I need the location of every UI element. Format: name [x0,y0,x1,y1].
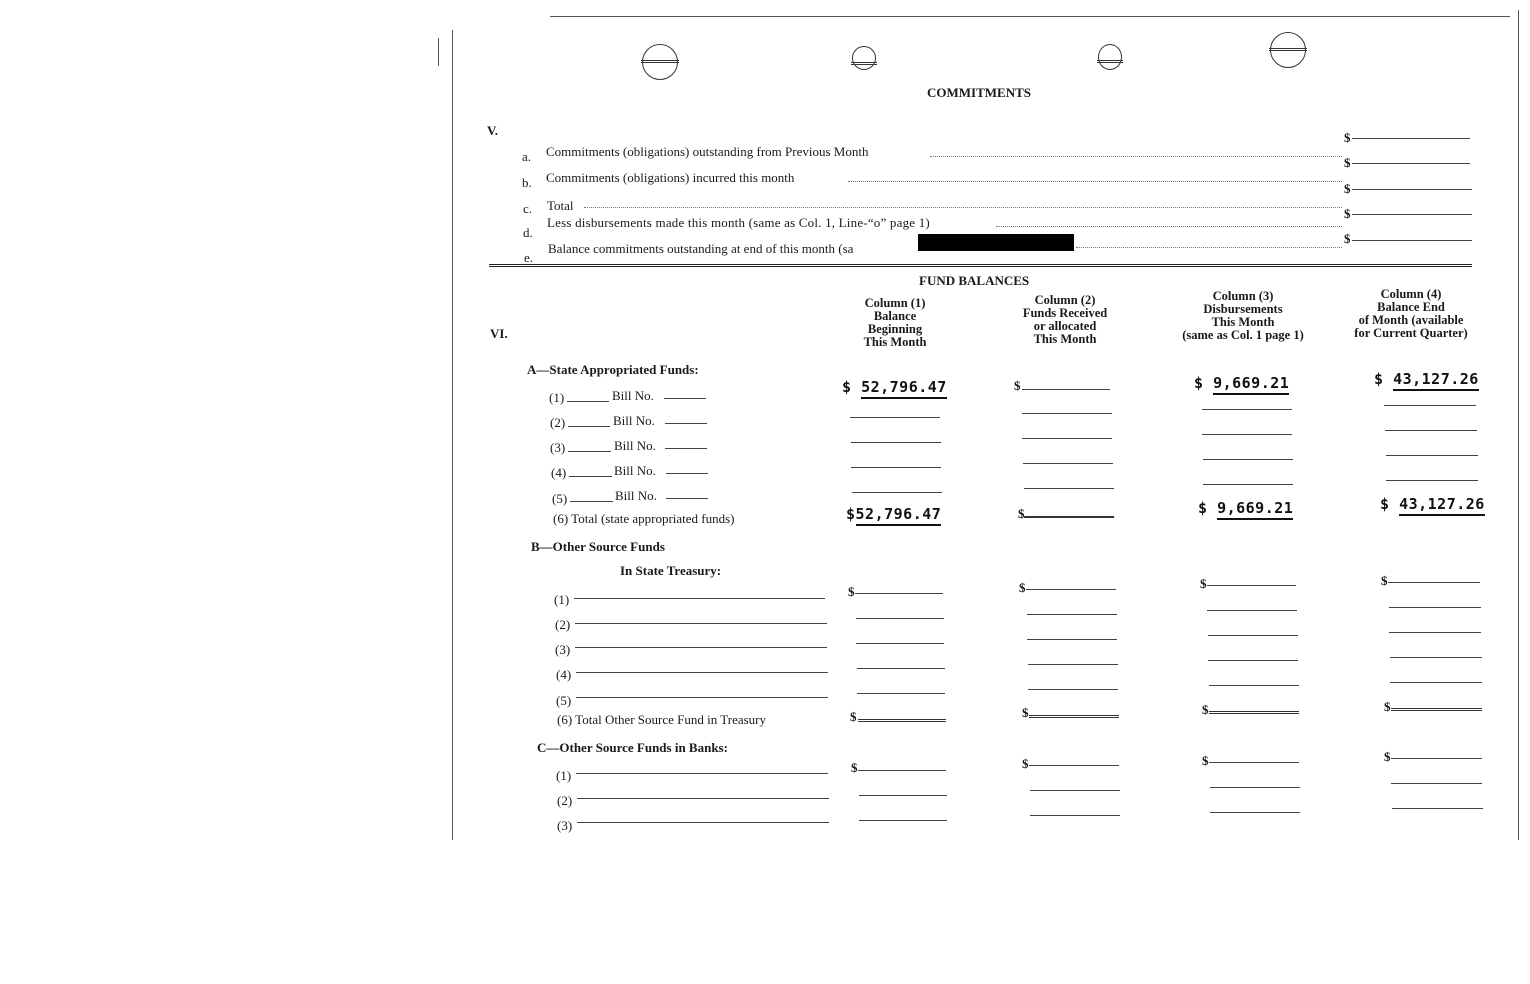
leader-dots [584,207,1342,208]
bill-row-num: (1) [549,390,565,405]
bill-no-blank[interactable] [665,448,707,449]
col3-blank[interactable] [1202,409,1292,410]
col2-blank[interactable] [1030,815,1120,816]
bill-no-blank[interactable] [665,423,707,424]
left-margin-bracket [438,38,439,66]
col1-total-value: $52,796.47 [846,505,941,523]
dollar-sign: $ [848,584,855,599]
col4-blank[interactable] [1384,405,1476,406]
col1-blank[interactable] [855,593,943,594]
col1-blank[interactable] [856,643,944,644]
column-1-heading [825,297,965,349]
commitment-letter-d: d. [523,225,533,240]
col2-blank[interactable] [1026,589,1116,590]
col2-blank[interactable] [1028,664,1118,665]
col3-row1-value: $ 9,669.21 [1194,374,1289,392]
column-heading-line: Column (2) [1034,293,1096,307]
col2-blank[interactable] [1022,438,1112,439]
bill-no-label: Bill No. [614,463,656,478]
col4-blank[interactable] [1388,582,1480,583]
col2-blank[interactable] [1023,463,1113,464]
column-heading-line: Disbursements [1203,302,1283,316]
col3-blank[interactable] [1207,585,1296,586]
commitment-label-a: Commitments (obligations) outstanding from Previous Month [546,144,869,159]
leader-dots [1076,247,1342,248]
column-heading-line: Column (3) [1212,289,1274,303]
col1-blank[interactable] [852,492,942,493]
col4-total-blank[interactable] [1391,708,1482,711]
col3-blank[interactable] [1203,459,1293,460]
column-heading-line: Column (4) [1380,287,1442,301]
column-heading-line: Balance [873,309,917,323]
bill-no-blank[interactable] [666,473,708,474]
bill-row-num: (2) [550,415,566,430]
col1-blank[interactable] [856,618,944,619]
top-edge-line [550,16,1510,17]
bill-row-num: (3) [550,440,566,455]
col1-blank[interactable] [858,770,946,771]
commitment-letter-b: b. [522,175,532,190]
bill-no-label: Bill No. [615,488,657,503]
amount-blank-b[interactable] [1352,163,1470,164]
amount-blank-c[interactable] [1352,189,1472,190]
col2-total-blank[interactable] [1024,516,1114,518]
dollar-sign: $ [1202,702,1209,717]
column-2-heading [995,294,1135,346]
section-vi-number: VI. [490,326,508,341]
leader-dots [930,156,1342,157]
dollar-sign: $ [1381,573,1388,588]
bank-row-blank[interactable] [576,773,828,774]
treasury-row-num: (3) [555,642,571,657]
leader-dots [848,181,1342,182]
amount-blank-d[interactable] [1352,214,1472,215]
col4-blank[interactable] [1385,430,1477,431]
commitment-letter-c: c. [523,201,533,216]
col2-blank[interactable] [1029,765,1119,766]
dollar-sign: $ [1022,705,1029,720]
col3-blank[interactable] [1202,434,1292,435]
col3-blank[interactable] [1210,812,1300,813]
col1-total-blank[interactable] [858,719,946,722]
section-v-number: V. [487,123,498,138]
dollar-sign: $ [1018,506,1025,521]
col3-blank[interactable] [1208,635,1298,636]
bill-row-num: (4) [551,465,567,480]
treasury-row-num: (5) [556,693,572,708]
col2-blank[interactable] [1030,790,1120,791]
col1-blank[interactable] [857,693,945,694]
col3-blank[interactable] [1203,484,1293,485]
dollar-sign: $ [1200,576,1207,591]
section-b-total-label: (6) Total Other Source Fund in Treasury [557,712,766,727]
treasury-row-num: (4) [556,667,572,682]
col1-blank[interactable] [850,417,940,418]
bill-row-blank[interactable] [569,476,612,477]
column-heading-line: This Month [863,335,927,349]
column-heading-line: Balance End [1377,300,1445,314]
leader-dots [996,226,1342,227]
column-heading-line: This Month [1211,315,1275,329]
column-heading-line: This Month [1033,332,1097,346]
bank-row-blank[interactable] [577,798,829,799]
bill-no-label: Bill No. [614,438,656,453]
column-3-heading [1165,290,1321,342]
col4-blank[interactable] [1392,808,1483,809]
dollar-sign: $ [850,709,857,724]
treasury-row-blank[interactable] [574,598,825,599]
col2-blank[interactable] [1022,413,1112,414]
commitment-letter-a: a. [522,149,532,164]
col3-blank[interactable] [1210,787,1300,788]
section-a-total-label: (6) Total (state appropriated funds) [553,511,735,526]
bill-row-blank[interactable] [567,401,609,402]
dollar-sign: $ [1014,378,1021,393]
dollar-sign: $ [1344,155,1351,170]
col4-blank[interactable] [1386,455,1478,456]
col4-blank[interactable] [1386,480,1478,481]
bill-row-blank[interactable] [568,451,611,452]
col4-blank[interactable] [1391,783,1482,784]
col1-blank[interactable] [857,668,945,669]
col3-total-value: $ 9,669.21 [1198,499,1293,517]
commitment-label-d: Less disbursements made this month (same as Col. 1, Line-“o” page 1) [547,215,930,230]
col4-row1-value: $ 43,127.26 [1374,370,1479,388]
bill-no-blank[interactable] [664,398,706,399]
col3-total-blank[interactable] [1209,711,1299,714]
redaction-bar [918,234,1074,251]
col4-blank[interactable] [1390,657,1482,658]
col3-blank[interactable] [1208,660,1298,661]
fund-balances-heading: FUND BALANCES [919,273,1030,288]
dollar-sign: $ [851,760,858,775]
col1-blank[interactable] [851,442,941,443]
dollar-sign: $ [1019,580,1026,595]
commitment-label-c: Total [547,198,574,213]
treasury-row-blank[interactable] [576,672,828,673]
column-heading-line: or allocated [1033,319,1097,333]
dollar-sign: $ [1202,753,1209,768]
dollar-sign: $ [1022,756,1029,771]
treasury-row-blank[interactable] [575,647,827,648]
bank-row-blank[interactable] [577,822,829,823]
col2-blank[interactable] [1027,614,1117,615]
commitment-label-b: Commitments (obligations) incurred this month [546,170,795,185]
col4-total-value: $ 43,127.26 [1380,495,1485,513]
treasury-row-num: (2) [555,617,571,632]
col2-total-blank[interactable] [1029,715,1119,718]
treasury-row-num: (1) [554,592,570,607]
dollar-sign: $ [1344,181,1351,196]
section-b-title: B—Other Source Funds [531,539,665,554]
col2-blank[interactable] [1028,689,1118,690]
bank-row-num: (3) [557,818,573,833]
col4-blank[interactable] [1390,682,1482,683]
col1-blank[interactable] [859,820,947,821]
col1-blank[interactable] [859,795,947,796]
binder-hole-icon [1270,32,1306,68]
right-margin-line [1518,10,1519,840]
binder-hole-icon [852,46,876,70]
column-heading-line: for Current Quarter) [1354,326,1468,340]
binder-hole-icon [1098,44,1122,70]
dollar-sign: $ [1344,206,1351,221]
column-heading-line: Beginning [867,322,923,336]
commitment-letter-e: e. [524,250,534,265]
left-margin-line [452,30,453,840]
commitment-label-e: Balance commitments outstanding at end of this month (sa [548,241,854,256]
treasury-row-blank[interactable] [575,623,827,624]
column-heading-line: Column (1) [864,296,926,310]
bill-row-num: (5) [552,491,568,506]
column-4-heading [1337,288,1485,340]
commitments-heading: COMMITMENTS [927,85,1031,100]
col2-blank[interactable] [1024,488,1114,489]
col2-row1-blank[interactable] [1022,389,1110,390]
section-a-title: A—State Appropriated Funds: [527,362,699,377]
section-divider [489,264,1472,267]
bill-no-label: Bill No. [612,388,654,403]
dollar-sign: $ [1384,699,1391,714]
bill-row-blank[interactable] [570,501,613,502]
section-b-subtitle: In State Treasury: [620,563,722,578]
col2-blank[interactable] [1027,639,1117,640]
column-heading-line: (same as Col. 1 page 1) [1182,328,1304,342]
col3-blank[interactable] [1209,762,1299,763]
col3-blank[interactable] [1209,685,1299,686]
dollar-sign: $ [1344,231,1351,246]
col1-row1-value: $ 52,796.47 [842,378,947,396]
section-c-title: C—Other Source Funds in Banks: [537,740,728,755]
column-heading-line: Funds Received [1022,306,1108,320]
amount-blank-e[interactable] [1352,240,1472,241]
treasury-row-blank[interactable] [576,697,828,698]
bill-no-blank[interactable] [666,498,708,499]
amount-blank-a[interactable] [1352,138,1470,139]
bill-row-blank[interactable] [568,426,610,427]
col4-blank[interactable] [1389,632,1481,633]
dollar-sign: $ [1384,749,1391,764]
col1-blank[interactable] [851,467,941,468]
dollar-sign: $ [1344,130,1351,145]
bank-row-num: (1) [556,768,572,783]
col4-blank[interactable] [1389,607,1481,608]
bank-row-num: (2) [557,793,573,808]
binder-hole-icon [642,44,678,80]
col3-blank[interactable] [1207,610,1297,611]
bill-no-label: Bill No. [613,413,655,428]
col4-blank[interactable] [1391,758,1482,759]
column-heading-line: of Month (available [1358,313,1464,327]
